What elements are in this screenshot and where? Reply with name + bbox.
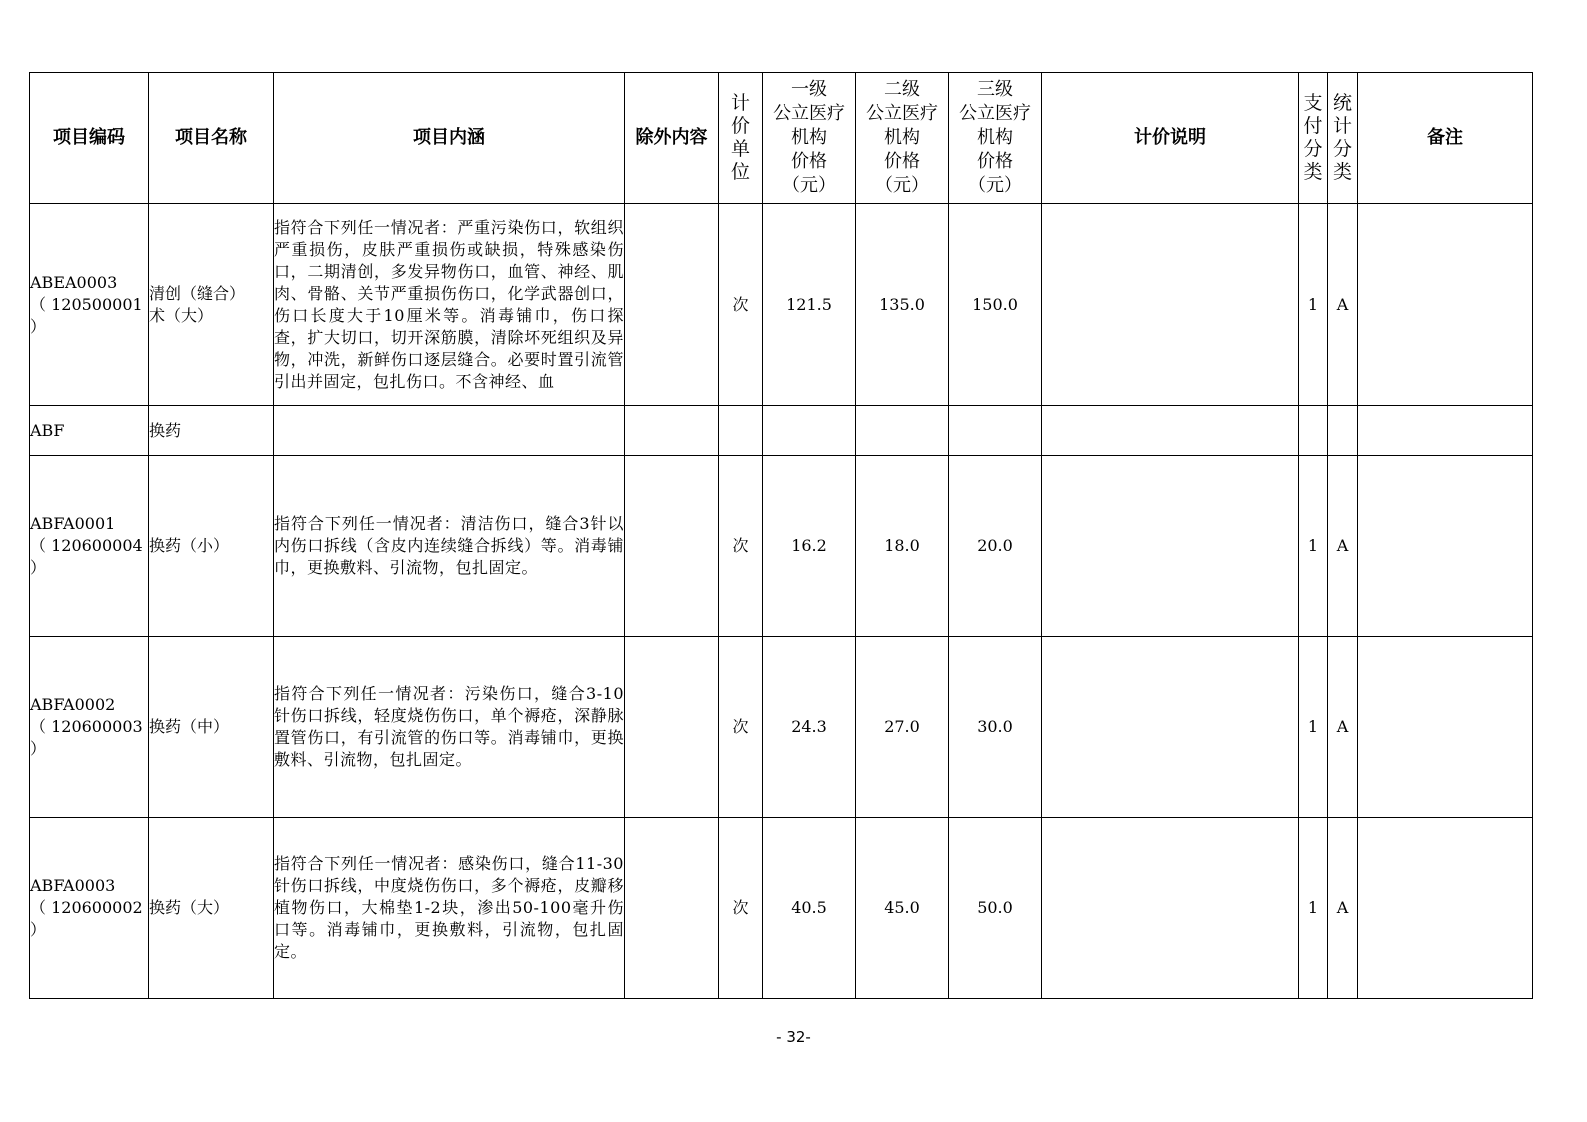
item-remarks (1358, 818, 1533, 999)
item-name: 清创（缝合） 术（大） (149, 204, 274, 406)
item-unit: 次 (719, 818, 763, 999)
item-remarks (1358, 637, 1533, 818)
item-statistics: A (1328, 637, 1358, 818)
item-price-level3: 20.0 (949, 456, 1042, 637)
item-payment: 1 (1299, 637, 1328, 818)
item-price-level1: 40.5 (763, 818, 856, 999)
table-row (30, 204, 1533, 406)
table-row (30, 818, 1533, 999)
item-price-level3 (949, 406, 1042, 456)
item-code: ABF (30, 406, 149, 456)
item-price-level2 (856, 406, 949, 456)
header-name: 项目名称 (149, 73, 274, 204)
item-pricing-note (1042, 204, 1299, 406)
item-exclusion (625, 637, 719, 818)
item-exclusion (625, 818, 719, 999)
item-exclusion (625, 204, 719, 406)
header-exclusion: 除外内容 (625, 73, 719, 204)
header-code: 项目编码 (30, 73, 149, 204)
item-code: ABFA0003 （ 120600002 ） (30, 818, 149, 999)
header-payment: 支 付 分 类 (1299, 73, 1328, 204)
item-price-level3: 50.0 (949, 818, 1042, 999)
item-name: 换药（小） (149, 456, 274, 637)
header-pricing-note: 计价说明 (1042, 73, 1299, 204)
item-price-level3: 30.0 (949, 637, 1042, 818)
header-level2-price: 二级 公立医疗 机构 价格 （元） (856, 73, 949, 204)
item-statistics (1328, 406, 1358, 456)
item-price-level1 (763, 406, 856, 456)
price-table (29, 72, 1533, 999)
item-content: 指符合下列任一情况者：严重污染伤口，软组织严重损伤，皮肤严重损伤或缺损，特殊感染伤口，二期清创，多发异物伤口，血管、神经、肌肉、骨骼、关节严重损伤伤口，化学武器创口，伤口长度大于10厘米等。消毒铺巾，伤口探查，扩大切口，切开深筋膜，清除坏死组织及异物，冲洗，新鲜伤口逐层缝合。必要时置引流管引出并固定，包扎伤口。不含神经、血 (274, 204, 625, 406)
item-unit (719, 406, 763, 456)
item-pricing-note (1042, 818, 1299, 999)
item-content (274, 406, 625, 456)
item-statistics: A (1328, 204, 1358, 406)
header-level3-price: 三级 公立医疗 机构 价格 （元） (949, 73, 1042, 204)
item-content: 指符合下列任一情况者：清洁伤口，缝合3针以内伤口拆线（含皮内连续缝合拆线）等。消毒铺巾，更换敷料、引流物，包扎固定。 (274, 456, 625, 637)
item-payment: 1 (1299, 818, 1328, 999)
item-price-level2: 45.0 (856, 818, 949, 999)
item-statistics: A (1328, 818, 1358, 999)
item-price-level1: 24.3 (763, 637, 856, 818)
item-code: ABFA0002 （ 120600003 ） (30, 637, 149, 818)
table-row (30, 637, 1533, 818)
item-price-level2: 135.0 (856, 204, 949, 406)
item-name: 换药 (149, 406, 274, 456)
item-content: 指符合下列任一情况者：感染伤口，缝合11-30针伤口拆线，中度烧伤伤口，多个褥疮，皮瓣移植物伤口，大棉垫1-2块，渗出50-100毫升伤口等。消毒铺巾，更换敷料，引流物，包扎固定。 (274, 818, 625, 999)
item-price-level1: 121.5 (763, 204, 856, 406)
item-statistics: A (1328, 456, 1358, 637)
item-remarks (1358, 204, 1533, 406)
item-pricing-note (1042, 456, 1299, 637)
item-code: ABEA0003 （ 120500001 ） (30, 204, 149, 406)
item-pricing-note (1042, 406, 1299, 456)
header-level1-price: 一级 公立医疗 机构 价格 （元） (763, 73, 856, 204)
item-payment: 1 (1299, 204, 1328, 406)
item-unit: 次 (719, 637, 763, 818)
item-name: 换药（中） (149, 637, 274, 818)
item-unit: 次 (719, 456, 763, 637)
item-price-level3: 150.0 (949, 204, 1042, 406)
header-row (30, 73, 1533, 204)
item-name: 换药（大） (149, 818, 274, 999)
item-remarks (1358, 456, 1533, 637)
item-exclusion (625, 456, 719, 637)
item-remarks (1358, 406, 1533, 456)
item-price-level1: 16.2 (763, 456, 856, 637)
item-price-level2: 27.0 (856, 637, 949, 818)
item-unit: 次 (719, 204, 763, 406)
table-row (30, 406, 1533, 456)
item-content: 指符合下列任一情况者：污染伤口，缝合3-10针伤口拆线，轻度烧伤伤口，单个褥疮，深静脉置管伤口，有引流管的伤口等。消毒铺巾，更换敷料、引流物，包扎固定。 (274, 637, 625, 818)
header-content: 项目内涵 (274, 73, 625, 204)
table-row (30, 456, 1533, 637)
header-statistics: 统 计 分 类 (1328, 73, 1358, 204)
item-payment (1299, 406, 1328, 456)
item-exclusion (625, 406, 719, 456)
item-pricing-note (1042, 637, 1299, 818)
header-remarks: 备注 (1358, 73, 1533, 204)
item-price-level2: 18.0 (856, 456, 949, 637)
item-code: ABFA0001 （ 120600004 ） (30, 456, 149, 637)
header-unit: 计 价 单 位 (719, 73, 763, 204)
page-number: - 32- (776, 1028, 811, 1046)
item-payment: 1 (1299, 456, 1328, 637)
